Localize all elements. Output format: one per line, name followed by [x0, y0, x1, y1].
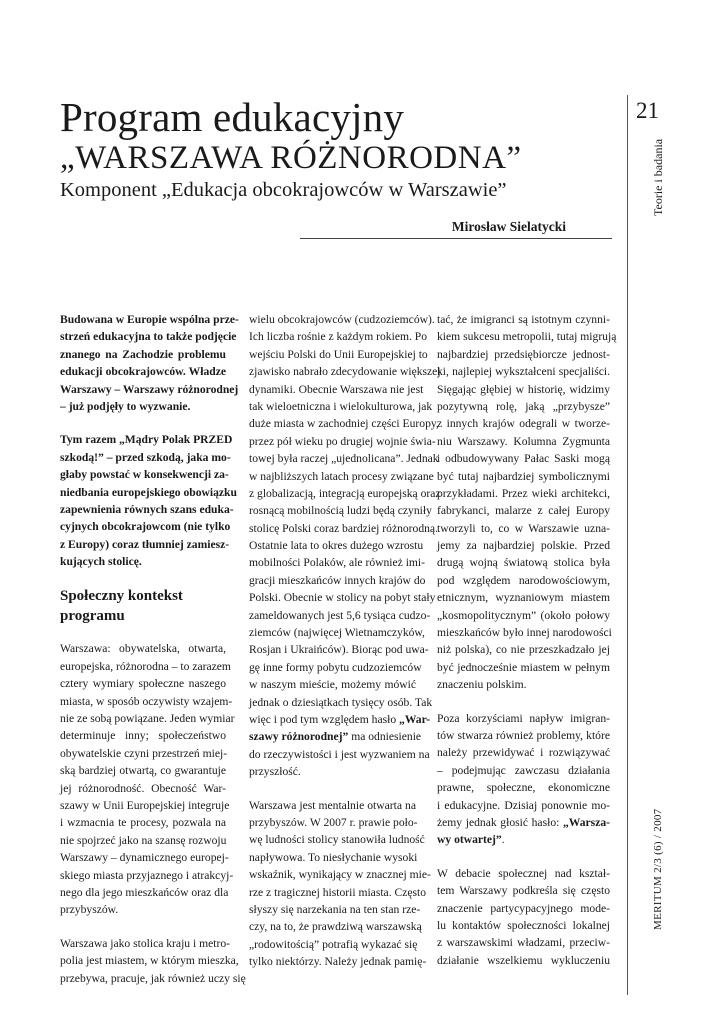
text-line: szawy w Unii Europejskiej integruje: [60, 798, 230, 812]
text-line: kujących stolicę.: [60, 555, 142, 569]
text-line: w naszym mieście, możemy mówić: [249, 678, 416, 692]
text-line: być tutaj najbardziej symbolicznymi: [437, 469, 610, 483]
text-line: nie spojrzeć jako na szansę rozwoju: [60, 833, 227, 847]
text-line: Budowana w Europie wspólna prze-: [60, 313, 239, 326]
text-line: przyszłość.: [249, 765, 301, 779]
text-line: zjawisko nabrało zdecydowanie większej: [249, 365, 441, 379]
journal-info: MERITUM 2/3 (6) / 2007: [652, 808, 664, 930]
text-line: znaczenie partycypacyjnego mode-: [437, 901, 610, 915]
body-paragraph: [437, 311, 617, 694]
text-line: polia jest miastem, w którym mieszka,: [60, 954, 239, 968]
lead-paragraph-2: [60, 431, 237, 570]
article-header: [60, 95, 620, 203]
text-line: nie ze sobą powiązane. Jeden wymiar: [60, 712, 235, 726]
text-line: Sięgając głębiej w historię, widzimy: [437, 382, 610, 396]
text-line: Warszawy – dynamicznego europej-: [60, 851, 229, 865]
text-line: Warszawy – Warszawy różnorodnej: [60, 382, 239, 396]
text-line: stolicę Polski coraz bardziej różnorodną.: [249, 521, 438, 535]
text-line: żemy jednak głosić hasło: „Warsza-: [437, 815, 610, 829]
text-line: mieszkańców było innej narodowości: [437, 626, 612, 640]
text-line: znaczeniu polskim.: [437, 678, 527, 692]
text-line: ki, najlepiej wykształceni specjaliści.: [437, 365, 610, 379]
text-line: działanie wszelkiemu wykluczeniu: [437, 953, 610, 967]
text-line: mobilności Polaków, ale również imi-: [249, 556, 426, 570]
text-line: – już podjęły to wyzwanie.: [60, 399, 191, 413]
text-line: obywatelskie czyni przestrzeń miej-: [60, 746, 228, 760]
text-line: jednak o dziesiątkach tysięcy osób. Tak: [249, 695, 433, 709]
text-line: zapewnienia równych szans eduka-: [60, 502, 234, 516]
text-line: pod względem narodowościowym,: [437, 573, 610, 587]
margin-rule: [627, 95, 628, 995]
text-line: W debacie społecznej nad kształ-: [437, 866, 610, 880]
text-line: strzeń edukacyjna to także podjęcie: [60, 330, 237, 344]
text-line: zameldowanych jest 5,6 tysiąca cudzo-: [249, 608, 431, 622]
text-line: dynamiki. Obecnie Warszawa nie jest: [249, 382, 424, 396]
text-line: edukacji obcokrajowców. Władze: [60, 365, 226, 379]
text-line: tak wieloetniczna i wielokulturowa, jak: [249, 399, 433, 413]
text-line: tem Warszawy podkreśla się często: [437, 884, 610, 898]
text-line: Ich liczba rośnie z każdym rokiem. Po: [249, 330, 428, 344]
text-line: Warszawa jest mentalnie otwarta na: [249, 798, 416, 812]
text-line: etnicznym, wyznaniowym miastem: [437, 591, 610, 605]
text-line: z innych krajów odegrali w tworze-: [437, 417, 610, 431]
section-label: Teorie i badania: [651, 138, 665, 216]
text-line: rze z tragicznej historii miasta. Często: [249, 885, 427, 899]
text-line: do rzeczywistości i jest wyzwaniem na: [249, 747, 430, 761]
article-subtitle: Komponent „Edukacja obcokrajowców w Warszawie”: [60, 179, 507, 201]
text-line: wskaźnik, wynikający w znacznej mie-: [249, 868, 431, 882]
body-paragraph: [60, 640, 235, 918]
text-line: z globalizacją, integracją europejską oraz: [249, 486, 441, 500]
text-line: skiego miasta przyjaznego i atrakcyj-: [60, 868, 234, 882]
text-line: ziemców (najwięcej Wietnamczyków,: [249, 626, 425, 640]
text-line: pozytywną rolę, jaką „przybysze”: [437, 399, 610, 413]
text-line: i edukacyjne. Dzisiaj ponownie mo-: [437, 798, 610, 812]
lead-paragraph-1: [60, 311, 239, 415]
text-line: wy otwartej”.: [437, 833, 505, 847]
text-line: towej była raczej „ujednolicana”. Jednak: [249, 452, 439, 466]
text-column-1: [60, 311, 246, 1003]
text-line: najbardziej przedsiębiorcze jednost-: [437, 347, 610, 361]
text-line: napływowa. To niesłychanie wysoki: [249, 850, 418, 864]
text-line: Warszawa: obywatelska, otwarta,: [60, 642, 226, 656]
body-paragraph: [437, 865, 610, 969]
text-line: Poza korzyściami napływ imigran-: [437, 711, 610, 725]
text-line: niedbania europejskiego obowiązku: [60, 485, 237, 499]
text-line: prawne, społeczne, ekonomiczne: [437, 781, 610, 795]
text-line: tylko niektórzy. Należy jednak pamię-: [249, 955, 427, 969]
text-column-2: [249, 311, 441, 986]
text-line: głaby powstać w konsekwencji za-: [60, 468, 229, 482]
text-line: jej różnorodność. Obecność War-: [60, 781, 226, 795]
text-line: należy przewidywać i rozwiązywać: [437, 746, 610, 760]
text-line: szkodą!” – przed szkodą, jaka mo-: [60, 450, 231, 464]
text-line: fabrykanci, malarze z całej Europy: [437, 504, 610, 518]
text-line: niu Warszawy. Kolumna Zygmunta: [437, 434, 610, 448]
text-line: gę inne formy pobytu cudzoziemców: [249, 660, 422, 674]
text-line: znanego na Zachodzie problemu: [60, 347, 226, 361]
text-line: – podejmując zawczasu działania: [437, 763, 610, 777]
text-line: czy, na to, że prawdziwą warszawską: [249, 920, 422, 934]
text-line: Tym razem „Mądry Polak PRZED: [60, 433, 233, 447]
text-line: i odbudowywany Pałac Saski mogą: [437, 452, 610, 466]
text-line: z warszawskimi władzami, przeciw-: [437, 936, 610, 950]
page-number: 21: [636, 98, 659, 123]
article-title-uppercase: „WARSZAWA RÓŻNORODNA”: [60, 140, 522, 176]
text-line: cztery wymiary społeczne naszego: [60, 677, 226, 691]
text-line: wielu obcokrajowców (cudzoziemców).: [249, 313, 435, 326]
text-line: więc i pod tym względem hasło „War-: [249, 712, 431, 726]
text-column-3: [437, 311, 617, 985]
text-line: miasta, w sposób oczywisty wzajem-: [60, 694, 233, 708]
text-line: nego dla jego mieszkańców oraz dla: [60, 885, 229, 899]
text-line: drugą wojną światową stolica była: [437, 556, 610, 570]
text-line: słyszy się narzekania na ten stan rze-: [249, 902, 421, 916]
text-line: szawy różnorodnej” ma odniesienie: [249, 730, 422, 744]
text-line: Rosjan i Ukraińców). Biorąc pod uwa-: [249, 643, 429, 657]
text-line: „kosmopolitycznym” (około połowy: [437, 608, 610, 622]
text-line: przykładami. Przez wieki architekci,: [437, 486, 610, 500]
text-line: przybyszów. W 2007 r. prawie poło-: [249, 815, 418, 829]
author-rule: [300, 219, 612, 239]
text-line: przybyszów.: [60, 903, 119, 917]
text-line: wejściu Polski do Unii Europejskiej to: [249, 347, 428, 361]
text-line: w najbliższych latach procesy związane: [249, 469, 434, 483]
text-line: duże miasta w zachodniej części Europy,: [249, 417, 439, 431]
text-line: Ostatnie lata to okres dużego wzrostu: [249, 539, 424, 553]
text-line: być jednocześnie miastem w pełnym: [437, 660, 610, 674]
article-title: Program edukacyjny: [60, 94, 405, 140]
text-line: determinuje inny; społeczeństwo: [60, 729, 226, 743]
text-line: europejska, różnorodna – to zarazem: [60, 659, 231, 673]
body-paragraph: [249, 797, 431, 971]
text-line: kiem sukcesu metropolii, tutaj migrują: [437, 330, 617, 344]
text-line: przez pół wieku po drugiej wojnie świa-: [249, 434, 436, 448]
text-line: rosnącą mobilnością ludzi będą czyniły: [249, 504, 432, 518]
text-line: tworzyli to, co w Warszawie uzna-: [437, 521, 610, 535]
body-paragraph: [60, 935, 246, 987]
text-line: tów stwarza również problemy, które: [437, 728, 610, 742]
text-line: „rodowitością” potrafią wykazać się: [249, 937, 418, 951]
text-line: cyjnych obcokrajowcom (nie tylko: [60, 520, 231, 534]
text-line: ską bardziej otwartą, co gwarantuje: [60, 764, 226, 778]
text-line: lu kontaktów społeczności lokalnej: [437, 918, 610, 932]
text-line: i wzmacnia te procesy, pozwala na: [60, 816, 226, 830]
text-line: z Europy) coraz tłumniej zamiesz-: [60, 537, 230, 551]
body-paragraph: [249, 311, 441, 781]
text-line: jemy za najbardziej polskie. Przed: [437, 539, 610, 553]
text-line: niż polska), co nie przeszkadzało jej: [437, 643, 610, 657]
section-heading: Społeczny kontekst programu: [60, 588, 183, 625]
text-line: przebywa, pracuje, jak również uczy się: [60, 971, 246, 985]
text-line: wę ludności stolicy stanowiła ludność: [249, 833, 425, 847]
text-line: gracji mieszkańców innych krajów do: [249, 573, 426, 587]
text-line: Warszawa jako stolica kraju i metro-: [60, 936, 231, 950]
text-line: Polski. Obecnie w stolicy na pobyt stały: [249, 591, 436, 605]
text-line: tać, że imigranci są istotnym czynni-: [437, 313, 610, 326]
body-paragraph: [437, 710, 610, 849]
author-name: Mirosław Sielatycki: [451, 219, 566, 234]
